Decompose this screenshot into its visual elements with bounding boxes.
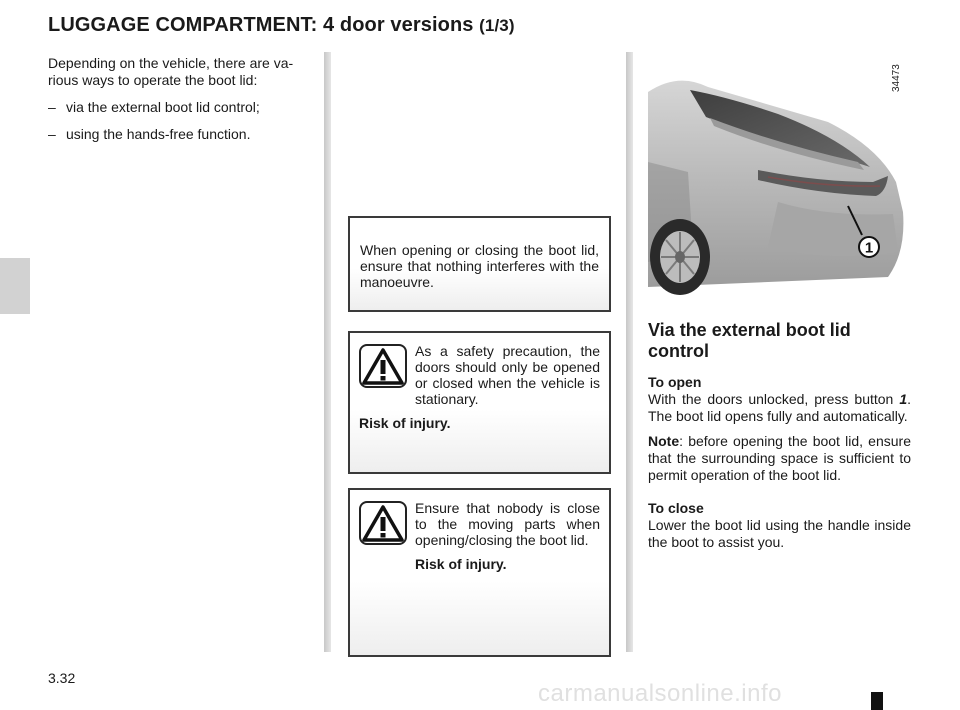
column-divider (626, 52, 633, 652)
risk-label: Risk of injury. (359, 415, 451, 431)
callout-number: 1 (864, 239, 874, 257)
note-paragraph (648, 433, 911, 484)
section-heading: Via the external boot lid control (648, 320, 851, 361)
watermark: carmanualsonline.info (538, 680, 782, 707)
page-title-text: LUGGAGE COMPARTMENT: 4 door versions (48, 14, 474, 36)
open-instructions (648, 391, 911, 425)
dash-bullet: – (48, 99, 56, 115)
intro-column (48, 55, 310, 153)
list-item (48, 99, 310, 116)
page-title (48, 14, 515, 37)
risk-label: Risk of injury. (415, 556, 507, 572)
close-instructions: Lower the boot lid using the handle inside the boot to assist you. (648, 517, 911, 550)
list-item (48, 126, 310, 143)
caution-box (348, 216, 611, 312)
close-label: To close (648, 500, 704, 516)
warning-box (348, 488, 611, 657)
page-title-suffix: (1/3) (479, 16, 515, 35)
open-label: To open (648, 374, 702, 390)
car-rear-image (648, 52, 910, 302)
button-reference: 1 (899, 391, 908, 407)
caution-text: When opening or closing the boot lid, ensure that nothing interferes with the manoeuvre. (360, 242, 599, 290)
warning-text: Ensure that nobody is close to the moving parts when opening/closing the boot lid. (415, 500, 600, 548)
dash-bullet: – (48, 126, 56, 142)
warning-triangle-icon (359, 501, 407, 545)
chapter-tab (0, 258, 30, 314)
open-text: With the doors unlocked, press button (648, 391, 894, 407)
list-item-text: using the hands-free function. (66, 126, 251, 142)
warning-text: As a safety precaution, the doors should only be opened or closed when the vehicle is stationary. (415, 343, 600, 407)
page-number: 3.32 (48, 670, 76, 686)
car-rear-illustration (648, 52, 910, 302)
note-label: Note (648, 433, 680, 449)
note-text: : before opening the boot lid, ensure that the surrounding space is sufficient to permit operation of the boot lid. (648, 433, 911, 483)
warning-triangle-icon (359, 344, 407, 388)
warning-box (348, 331, 611, 474)
column-divider (324, 52, 331, 652)
image-reference-number: 34473 (891, 64, 902, 92)
instructions-column (648, 320, 911, 559)
list-item-text: via the external boot lid control; (66, 99, 260, 115)
page-edge-mark (871, 692, 883, 710)
intro-text: Depending on the vehicle, there are va-rious ways to operate the boot lid: (48, 55, 294, 88)
open-text-end: . The boot lid opens fully and automatically. (648, 391, 912, 424)
